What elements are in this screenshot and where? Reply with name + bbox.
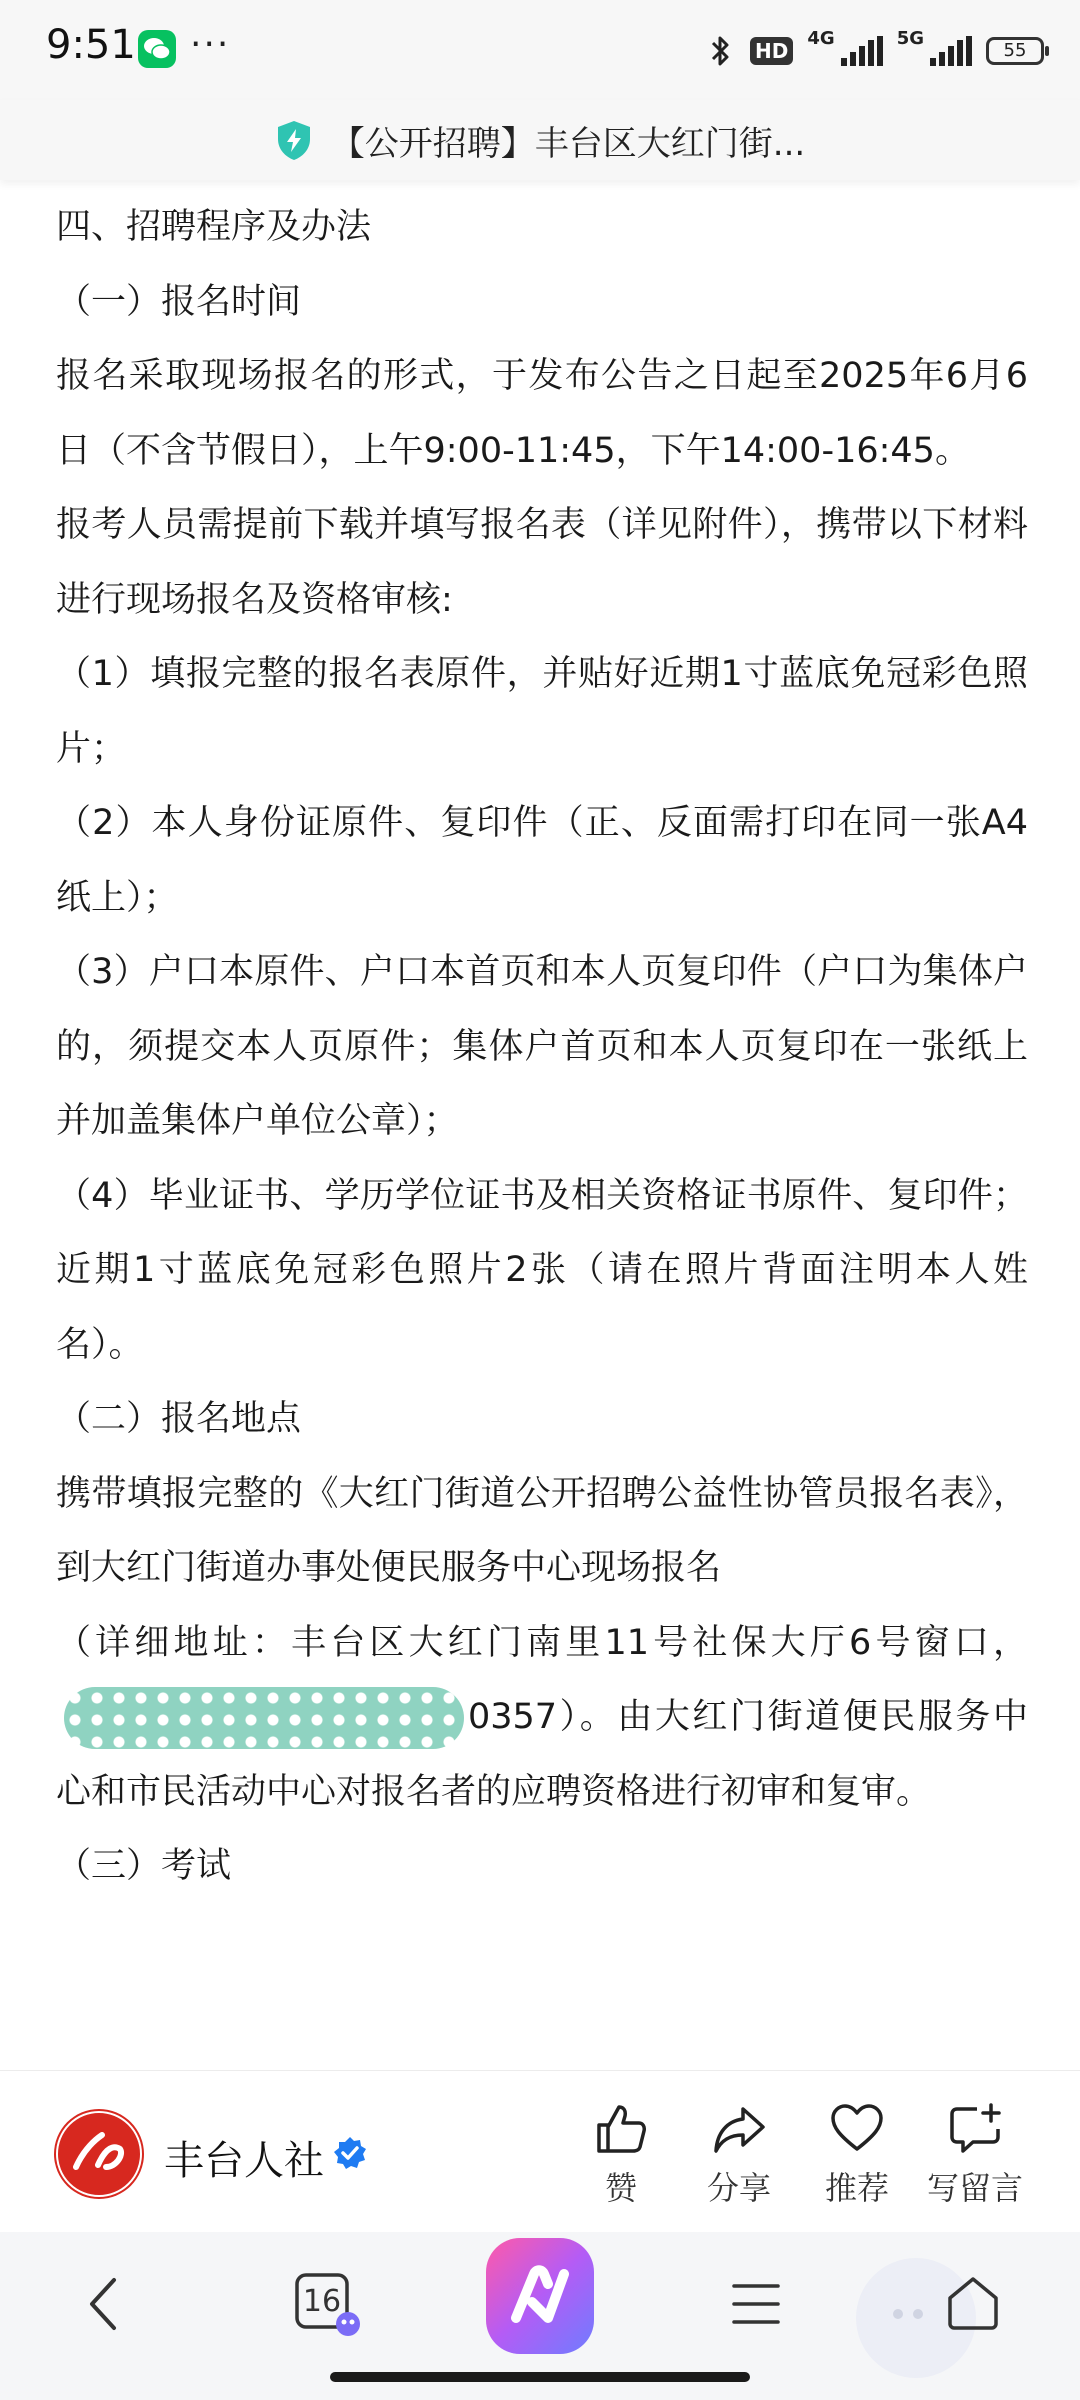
secure-shield-icon	[275, 119, 313, 161]
comment-button[interactable]	[920, 2101, 1030, 2209]
thumbs-up-icon	[593, 2101, 649, 2157]
account-name[interactable]: 丰台人社	[164, 2138, 324, 2184]
like-label: 赞	[604, 2169, 637, 2207]
article-paragraph: （二）报名地点	[56, 1399, 302, 1439]
address-text-end: 0357）。由大红门街道便民服务中心和市民活动中心对报名者的应聘资格进行初审和复审。	[56, 1697, 1028, 1812]
recommend-button[interactable]	[802, 2101, 912, 2209]
signal-4g-icon	[841, 36, 883, 66]
article-paragraph: 报考人员需提前下载并填写报名表（详见附件），携带以下材料进行现场报名及资格审核:	[56, 505, 1028, 620]
network-4g-label: 4G	[807, 28, 835, 49]
status-time: 9:51	[46, 22, 136, 68]
share-arrow-icon	[711, 2101, 767, 2157]
home-icon	[944, 2274, 1002, 2332]
redacted-phone-mask	[64, 1687, 464, 1749]
article-paragraph: （三）考试	[56, 1846, 232, 1886]
bluetooth-icon	[706, 31, 736, 71]
article-paragraph: （2）本人身份证原件、复印件（正、反面需打印在同一张A4纸上）；	[56, 803, 1028, 918]
address-paragraph	[56, 1606, 1028, 1830]
like-button[interactable]	[566, 2101, 676, 2209]
article-paragraph: （4）毕业证书、学历学位证书及相关资格证书原件、复印件；近期1寸蓝底免冠彩色照片2张（请在照片背面注明本人姓名）。	[56, 1175, 1028, 1365]
article-paragraph: 携带填报完整的《大红门街道公开招聘公益性协管员报名表》，到大红门街道办事处便民服务中心现场报名	[56, 1473, 1028, 1588]
network-5g-label: 5G	[896, 28, 924, 49]
verified-badge-icon	[332, 2135, 368, 2171]
tab-count: 16	[302, 2284, 342, 2319]
article-paragraph: （1）填报完整的报名表原件，并贴好近期1寸蓝底免冠彩色照片；	[56, 654, 1028, 769]
comment-add-icon	[947, 2101, 1003, 2157]
status-indicators	[706, 28, 1044, 74]
share-button[interactable]	[684, 2101, 794, 2209]
address-text-start: （详细地址：丰台区大红门南里11号社保大厅6号窗口，	[56, 1622, 1028, 1663]
article-content	[56, 190, 1028, 1904]
more-notifications-icon: ···	[190, 24, 231, 65]
share-label: 分享	[706, 2169, 771, 2207]
ai-logo-icon	[486, 2238, 594, 2354]
menu-icon	[730, 2278, 782, 2330]
heart-icon	[829, 2101, 885, 2157]
recommend-label: 推荐	[824, 2169, 889, 2207]
back-button[interactable]	[78, 2274, 134, 2338]
hd-badge: HD	[750, 37, 793, 65]
account-action-bar	[0, 2070, 1080, 2231]
article-paragraph: （3）户口本原件、户口本首页和本人页复印件（户口为集体户的，须提交本人页原件；集体户首页和本人页复印在一张纸上并加盖集体户单位公章）；	[56, 952, 1028, 1141]
wechat-notification-icon	[138, 30, 176, 68]
tabs-button[interactable]	[294, 2272, 366, 2338]
chevron-left-icon	[78, 2274, 134, 2334]
ai-assistant-button[interactable]	[486, 2238, 594, 2354]
article-paragraph: （一）报名时间	[56, 281, 302, 322]
account-avatar[interactable]	[54, 2109, 144, 2199]
article-paragraph: 四、招聘程序及办法	[56, 207, 372, 247]
status-bar	[0, 0, 1080, 100]
home-button[interactable]	[944, 2274, 1002, 2336]
menu-button[interactable]	[730, 2278, 782, 2334]
battery-icon: 55	[986, 37, 1044, 65]
signal-5g-icon	[930, 36, 972, 66]
page-title-bar[interactable]	[0, 100, 1080, 180]
comment-label: 写留言	[926, 2169, 1023, 2207]
article-paragraph: 报名采取现场报名的形式，于发布公告之日起至2025年6月6日（不含节假日），上午9:00-11:45，下午14:00-16:45。	[56, 356, 1028, 471]
page-title: 【公开招聘】丰台区大红门街...	[330, 123, 806, 164]
gesture-navigation-bar[interactable]	[330, 2372, 750, 2382]
